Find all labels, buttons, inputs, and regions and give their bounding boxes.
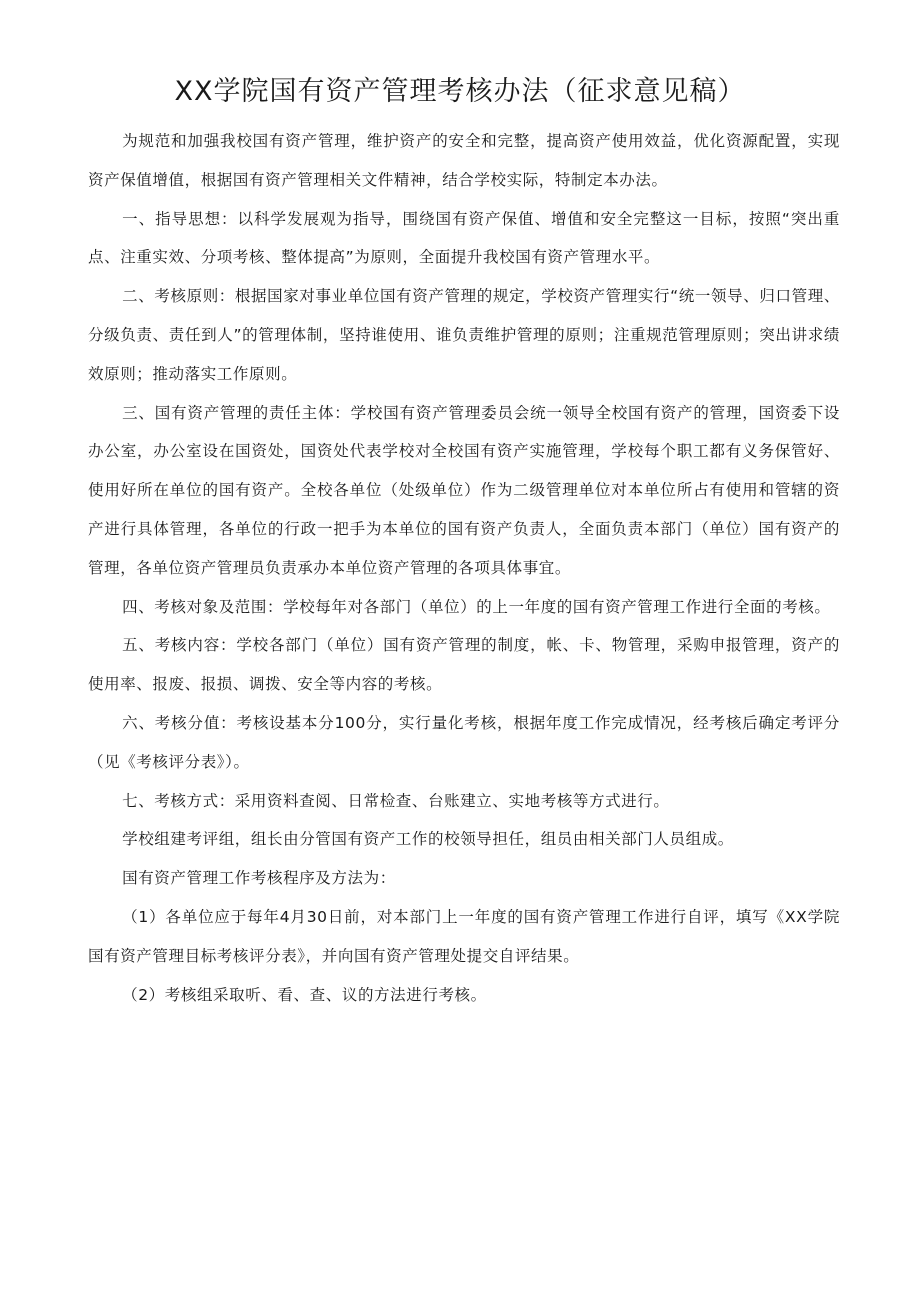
assessment-method-paragraph: 七、考核方式：采用资料查阅、日常检查、台账建立、实地考核等方式进行。 [122,791,670,810]
responsible-parties-paragraph: 三、国有资产管理的责任主体：学校国有资产管理委员会统一领导全校国有资产的管理，国资委下设办公室，办公室设在国资处，国资处代表学校对全校国有资产实施管理，学校每个职工都有义务保管好、使用好所在单位的国有资产。全校各单位（处级单位）作为二级管理单位对本单位所占有使用和管辖的资产进行具体管理，各单位的行政一把手为本单位的国有资产负责人，全面负责本部门（单位）国有资产的管理，各单位资产管理员负责承办本单位资产管理的各项具体事宜。 [88,403,840,577]
assessment-content-paragraph: 五、考核内容：学校各部门（单位）国有资产管理的制度，帐、卡、物管理，采购申报管理，资产的使用率、报废、报损、调拨、安全等内容的考核。 [88,636,840,694]
procedure-intro-paragraph: 国有资产管理工作考核程序及方法为： [122,869,396,888]
procedure-step-1: （1）各单位应于每年4月30日前，对本部门上一年度的国有资产管理工作进行自评，填写《XX学院国有资产管理目标考核评分表》，并向国有资产管理处提交自评结果。 [88,907,840,965]
assessment-principles-paragraph: 二、考核原则：根据国家对事业单位国有资产管理的规定，学校资产管理实行“统一领导、归口管理、分级负责、责任到人”的管理体制，坚持谁使用、谁负责维护管理的原则；注重规范管理原则；突出讲求绩效原则；推动落实工作原则。 [88,287,840,383]
assessment-scope-paragraph: 四、考核对象及范围：学校每年对各部门（单位）的上一年度的国有资产管理工作进行全面的考核。 [122,597,831,616]
document-body [88,122,840,1014]
assessment-score-paragraph: 六、考核分值：考核设基本分100分，实行量化考核，根据年度工作完成情况，经考核后确定考评分（见《考核评分表》）。 [88,713,840,771]
guiding-ideology-paragraph: 一、指导思想：以科学发展观为指导，围绕国有资产保值、增值和安全完整这一目标，按照“突出重点、注重实效、分项考核、整体提高”为原则，全面提升我校国有资产管理水平。 [88,209,840,267]
intro-paragraph: 为规范和加强我校国有资产管理，维护资产的安全和完整，提高资产使用效益，优化资源配置，实现资产保值增值，根据国有资产管理相关文件精神，结合学校实际，特制定本办法。 [88,132,840,189]
procedure-step-2: （2）考核组采取听、看、查、议的方法进行考核。 [122,985,487,1004]
document-title: XX学院国有资产管理考核办法（征求意见稿） [174,76,746,107]
evaluation-team-paragraph: 学校组建考评组，组长由分管国有资产工作的校领导担任，组员由相关部门人员组成。 [122,830,734,849]
